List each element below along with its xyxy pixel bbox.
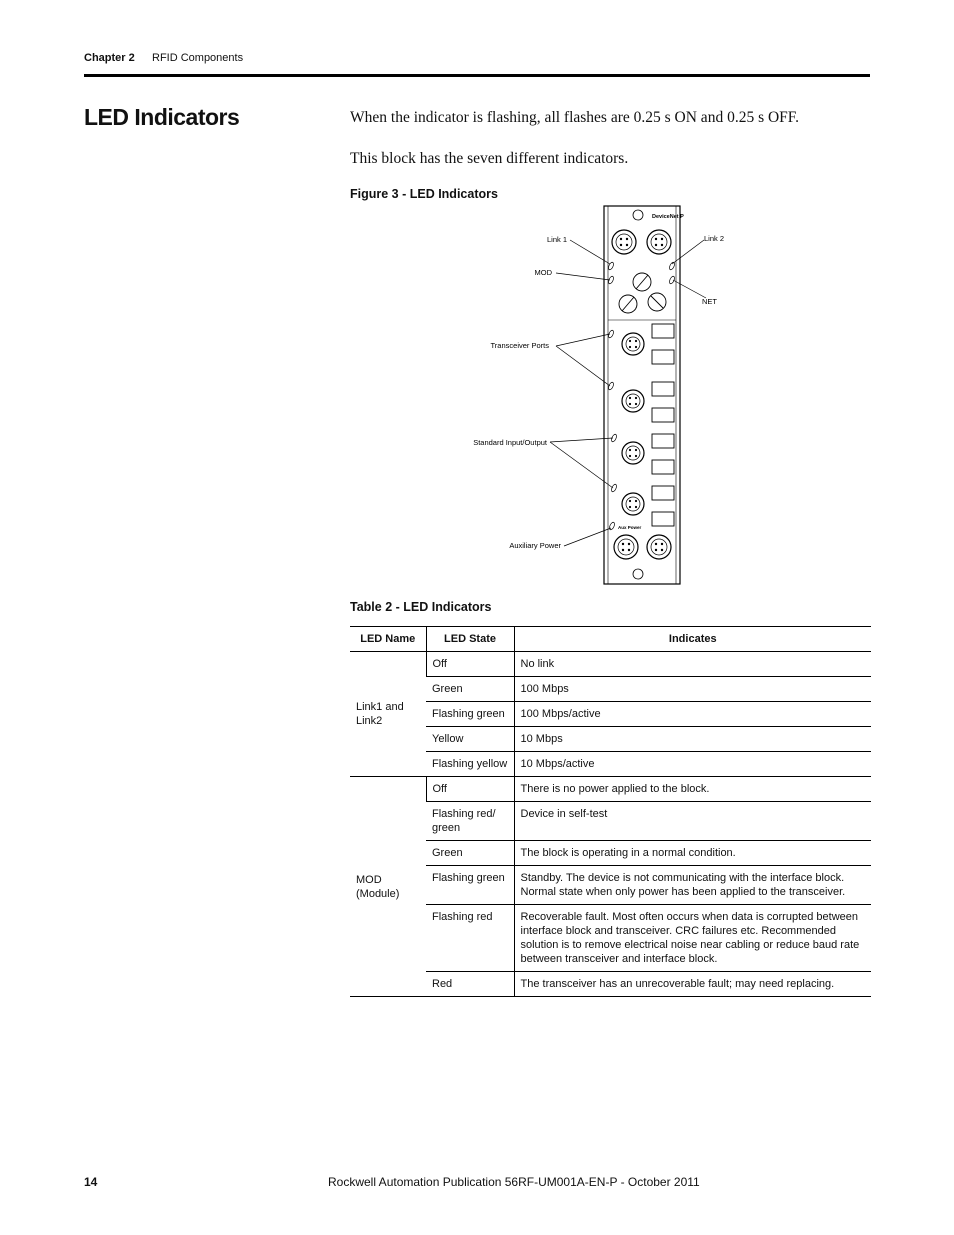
led-state-cell: Flashing red bbox=[426, 905, 514, 972]
led-indicator-figure bbox=[460, 200, 725, 590]
led-state-cell: Green bbox=[426, 841, 514, 866]
callout-net: NET bbox=[702, 297, 717, 306]
led-state-cell: Off bbox=[426, 652, 514, 677]
indicates-cell: 100 Mbps bbox=[514, 677, 871, 702]
aux-power-connector-left bbox=[614, 535, 638, 559]
indicates-cell: 10 Mbps bbox=[514, 727, 871, 752]
led-state-cell: Flashing red/ green bbox=[426, 802, 514, 841]
table-row bbox=[350, 752, 871, 777]
figure-caption: Figure 3 - LED Indicators bbox=[350, 187, 498, 201]
callout-transceiver-ports: Transceiver Ports bbox=[490, 341, 549, 350]
indicates-cell: Standby. The device is not communicating with the interface block. Normal state when only power has been applied to the transceiver. bbox=[514, 866, 871, 905]
callout-mod: MOD bbox=[534, 268, 552, 277]
led-state-cell: Yellow bbox=[426, 727, 514, 752]
led-name-cell: MOD (Module) bbox=[350, 777, 426, 997]
table-row bbox=[350, 972, 871, 997]
rotary-switch bbox=[619, 295, 637, 313]
aux-power-connector-right bbox=[647, 535, 671, 559]
table-row bbox=[350, 727, 871, 752]
table-row bbox=[350, 777, 871, 802]
indicates-cell: There is no power applied to the block. bbox=[514, 777, 871, 802]
table-row bbox=[350, 905, 871, 972]
column-header: Indicates bbox=[514, 627, 871, 652]
indicates-cell: Recoverable fault. Most often occurs when data is corrupted between interface block and transceiver. CRC failures etc. Recommended solution is to remove electrical noise near cabling or reduce baud rate between transceiver and interface block. bbox=[514, 905, 871, 972]
mount-hole bbox=[633, 210, 643, 220]
indicates-cell: No link bbox=[514, 652, 871, 677]
indicates-cell: 10 Mbps/active bbox=[514, 752, 871, 777]
table-row bbox=[350, 677, 871, 702]
callout-aux-power: Auxiliary Power bbox=[509, 541, 561, 550]
callout-link2: Link 2 bbox=[704, 234, 725, 243]
column-header: LED State bbox=[426, 627, 514, 652]
callout-link1: Link 1 bbox=[546, 235, 567, 244]
header-rule bbox=[84, 74, 870, 77]
table-header-row bbox=[350, 627, 871, 652]
publication-footer: Rockwell Automation Publication 56RF-UM001A-EN-P - October 2011 bbox=[328, 1175, 700, 1189]
running-header bbox=[84, 52, 244, 64]
led-state-cell: Flashing yellow bbox=[426, 752, 514, 777]
link1-connector bbox=[612, 230, 636, 254]
led-state-cell: Red bbox=[426, 972, 514, 997]
callout-standard-io: Standard Input/Output bbox=[473, 438, 547, 447]
indicates-cell: Device in self-test bbox=[514, 802, 871, 841]
led-indicators-table bbox=[350, 626, 871, 997]
table-caption: Table 2 - LED Indicators bbox=[350, 600, 492, 614]
indicates-cell: The block is operating in a normal condition. bbox=[514, 841, 871, 866]
table-row bbox=[350, 702, 871, 727]
led-state-cell: Flashing green bbox=[426, 866, 514, 905]
page-number: 14 bbox=[84, 1175, 98, 1189]
body-paragraph: This block has the seven different indicators. bbox=[350, 150, 629, 167]
indicates-cell: 100 Mbps/active bbox=[514, 702, 871, 727]
rotary-switch bbox=[633, 273, 651, 291]
mount-hole bbox=[633, 569, 643, 579]
led-name-cell: Link1 and Link2 bbox=[350, 652, 426, 777]
chapter-label: Chapter 2 bbox=[84, 52, 135, 64]
table-row bbox=[350, 802, 871, 841]
led-state-cell: Flashing green bbox=[426, 702, 514, 727]
section-label: RFID Components bbox=[152, 52, 244, 64]
rotary-switch bbox=[648, 293, 666, 311]
table-row bbox=[350, 841, 871, 866]
indicates-cell: The transceiver has an unrecoverable fault; may need replacing. bbox=[514, 972, 871, 997]
body-paragraph: When the indicator is flashing, all flashes are 0.25 s ON and 0.25 s OFF. bbox=[350, 109, 800, 126]
led-state-cell: Green bbox=[426, 677, 514, 702]
link2-connector bbox=[647, 230, 671, 254]
led-state-cell: Off bbox=[426, 777, 514, 802]
aux-power-small-label: Aux Power bbox=[618, 525, 642, 530]
device-diagram bbox=[460, 200, 725, 590]
device-label: DeviceNet P bbox=[652, 214, 684, 220]
column-header: LED Name bbox=[350, 627, 426, 652]
table-row bbox=[350, 866, 871, 905]
page-title: LED Indicators bbox=[84, 104, 240, 130]
table-row bbox=[350, 652, 871, 677]
